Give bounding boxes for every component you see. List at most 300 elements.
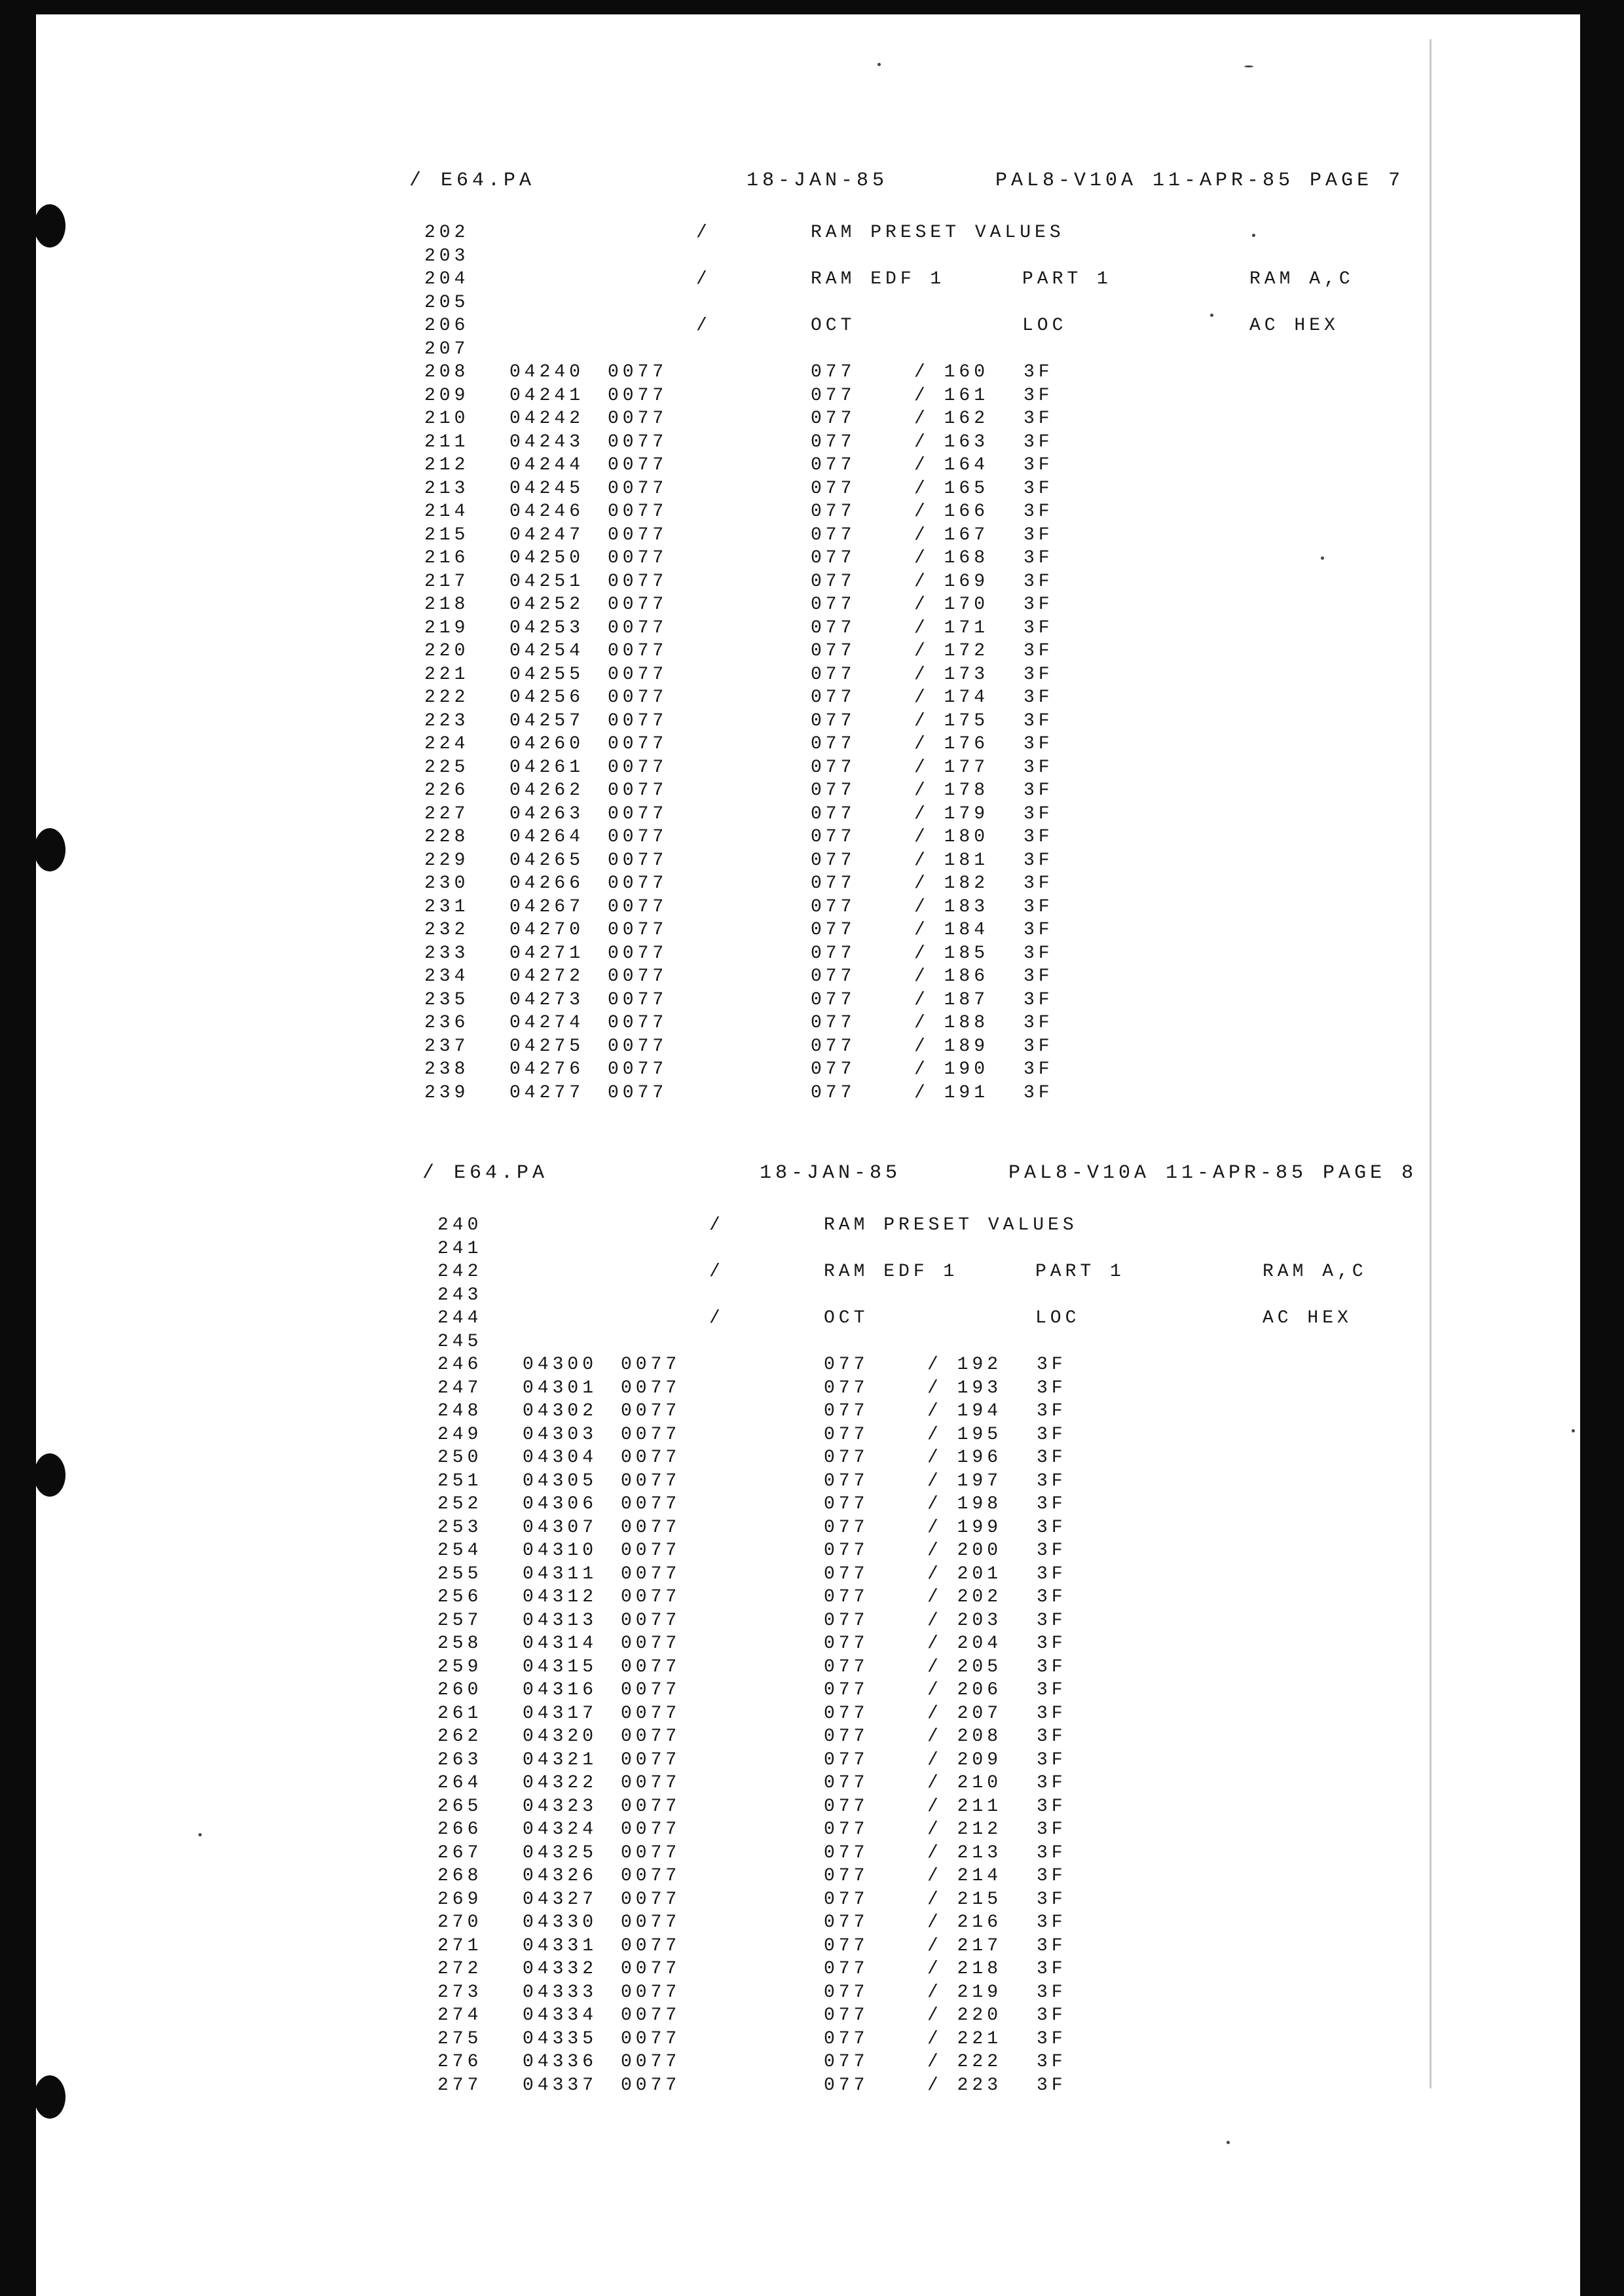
hex-value: 3F (1037, 1494, 1067, 1514)
address: 04274 (509, 1013, 585, 1033)
address: 04257 (509, 710, 585, 731)
hex-value: 3F (1024, 431, 1054, 452)
oct-value: 077 (811, 757, 856, 778)
table-row (437, 1702, 1158, 1726)
word-value: 0077 (621, 1866, 681, 1886)
address: 04263 (509, 803, 585, 824)
loc-value: / 203 (927, 1610, 1003, 1631)
oct-value: 077 (811, 641, 856, 661)
loc-value: / 182 (914, 873, 989, 894)
word-value: 0077 (608, 966, 668, 987)
line-number: 251 (437, 1470, 483, 1491)
comment-text-3: AC HEX (1249, 316, 1339, 336)
address: 04336 (523, 2052, 598, 2072)
line-number: 226 (424, 780, 470, 801)
address: 04335 (523, 2028, 598, 2049)
oct-value: 077 (824, 1749, 869, 1770)
oct-value: 077 (811, 803, 856, 824)
line-number: 235 (424, 989, 470, 1010)
hex-value: 3F (1024, 873, 1054, 894)
table-row (424, 431, 1145, 454)
address: 04315 (523, 1656, 598, 1677)
oct-value: 077 (811, 571, 856, 592)
address: 04300 (523, 1355, 598, 1375)
word-value: 0077 (621, 2052, 681, 2072)
punch-hole (34, 1453, 65, 1497)
line-number: 225 (424, 757, 470, 778)
loc-value: / 169 (914, 571, 989, 592)
word-value: 0077 (608, 734, 668, 754)
line-number: 273 (437, 1982, 483, 2003)
line-number: 224 (424, 734, 470, 754)
address: 04312 (523, 1587, 598, 1607)
line-number: 275 (437, 2028, 483, 2049)
comment-line (437, 1260, 1420, 1284)
hex-value: 3F (1037, 1819, 1067, 1840)
table-row (437, 1377, 1158, 1400)
comment-line (437, 1237, 1420, 1261)
oct-value: 077 (811, 966, 856, 987)
line-number: 239 (424, 1082, 470, 1103)
address: 04333 (523, 1982, 598, 2003)
oct-value: 077 (811, 827, 856, 847)
oct-value: 077 (811, 431, 856, 452)
word-value: 0077 (608, 478, 668, 499)
address: 04271 (509, 943, 585, 964)
comment-text-3: RAM A,C (1263, 1262, 1367, 1282)
line-number: 207 (424, 338, 470, 359)
comment-slash: / (709, 1262, 724, 1282)
table-row (424, 477, 1145, 501)
word-value: 0077 (621, 1935, 681, 1956)
table-row (424, 1035, 1145, 1059)
address: 04320 (523, 1726, 598, 1747)
loc-value: / 170 (914, 594, 989, 615)
address: 04241 (509, 385, 585, 406)
comment-line (437, 1307, 1420, 1330)
hex-value: 3F (1024, 455, 1054, 475)
table-row (437, 1656, 1158, 1679)
word-value: 0077 (621, 1610, 681, 1631)
comment-line (424, 268, 1407, 291)
line-number: 215 (424, 524, 470, 545)
loc-value: / 198 (927, 1494, 1003, 1514)
line-number: 276 (437, 2052, 483, 2072)
hex-value: 3F (1037, 1656, 1067, 1677)
word-value: 0077 (608, 1036, 668, 1057)
line-number: 252 (437, 1494, 483, 1514)
address: 04256 (509, 687, 585, 708)
hex-value: 3F (1037, 1470, 1067, 1491)
hex-value: 3F (1024, 641, 1054, 661)
oct-value: 077 (824, 1470, 869, 1491)
address: 04250 (509, 548, 585, 568)
oct-value: 077 (824, 1842, 869, 1863)
oct-value: 077 (824, 1448, 869, 1468)
comment-text-3: RAM A,C (1249, 269, 1354, 289)
line-number: 212 (424, 455, 470, 475)
oct-value: 077 (824, 1935, 869, 1956)
oct-value: 077 (824, 2005, 869, 2026)
loc-value: / 191 (914, 1082, 989, 1103)
address: 04245 (509, 478, 585, 499)
address: 04252 (509, 594, 585, 615)
oct-value: 077 (824, 1610, 869, 1631)
loc-value: / 172 (914, 641, 989, 661)
table-row (424, 524, 1145, 547)
table-row (424, 756, 1145, 780)
address: 04310 (523, 1540, 598, 1561)
table-row (437, 1353, 1158, 1377)
loc-value: / 196 (927, 1448, 1003, 1468)
word-value: 0077 (608, 803, 668, 824)
hex-value: 3F (1037, 1448, 1067, 1468)
hex-value: 3F (1037, 1982, 1067, 2003)
word-value: 0077 (608, 455, 668, 475)
line-number: 260 (437, 1680, 483, 1700)
address: 04253 (509, 617, 585, 638)
table-row (437, 1586, 1158, 1609)
hex-value: 3F (1024, 687, 1054, 708)
loc-value: / 177 (914, 757, 989, 778)
loc-value: / 178 (914, 780, 989, 801)
word-value: 0077 (621, 1377, 681, 1398)
loc-value: / 185 (914, 943, 989, 964)
loc-value: / 173 (914, 664, 989, 685)
hex-value: 3F (1037, 1726, 1067, 1747)
line-number: 254 (437, 1540, 483, 1561)
table-row (437, 1958, 1158, 1981)
loc-value: / 206 (927, 1680, 1003, 1700)
hex-value: 3F (1024, 362, 1054, 382)
table-row (437, 1888, 1158, 1912)
line-number: 242 (437, 1262, 483, 1282)
loc-value: / 184 (914, 920, 989, 940)
punch-hole (34, 2075, 65, 2119)
line-number: 262 (437, 1726, 483, 1747)
oct-value: 077 (824, 2075, 869, 2096)
hex-value: 3F (1024, 780, 1054, 801)
oct-value: 077 (811, 873, 856, 894)
oct-value: 077 (811, 896, 856, 917)
word-value: 0077 (608, 594, 668, 615)
scan-speck (198, 1833, 202, 1836)
word-value: 0077 (608, 850, 668, 871)
line-number: 277 (437, 2075, 483, 2096)
word-value: 0077 (621, 1470, 681, 1491)
hex-value: 3F (1037, 1587, 1067, 1607)
oct-value: 077 (811, 780, 856, 801)
oct-value: 077 (811, 710, 856, 731)
loc-value: / 207 (927, 1703, 1003, 1724)
line-number: 232 (424, 920, 470, 940)
table-row (424, 942, 1145, 966)
loc-value: / 215 (927, 1889, 1003, 1910)
address: 04334 (523, 2005, 598, 2026)
word-value: 0077 (621, 1401, 681, 1421)
address: 04265 (509, 850, 585, 871)
line-number: 261 (437, 1703, 483, 1724)
table-row (437, 1609, 1158, 1633)
line-number: 217 (424, 571, 470, 592)
table-row (424, 849, 1145, 873)
line-number: 265 (437, 1796, 483, 1817)
address: 04301 (523, 1377, 598, 1398)
punch-hole (34, 828, 65, 871)
comment-slash: / (696, 316, 711, 336)
loc-value: / 197 (927, 1470, 1003, 1491)
oct-value: 077 (811, 664, 856, 685)
hex-value: 3F (1037, 1680, 1067, 1700)
oct-value: 077 (811, 943, 856, 964)
comment-line (424, 291, 1407, 315)
table-row (437, 1749, 1158, 1772)
hex-value: 3F (1024, 920, 1054, 940)
loc-value: / 171 (914, 617, 989, 638)
word-value: 0077 (621, 2028, 681, 2049)
hex-value: 3F (1024, 664, 1054, 685)
word-value: 0077 (621, 1494, 681, 1514)
table-row (424, 407, 1145, 431)
word-value: 0077 (608, 409, 668, 429)
loc-value: / 214 (927, 1866, 1003, 1886)
line-number: 202 (424, 223, 470, 243)
table-row (437, 1865, 1158, 1888)
hex-value: 3F (1037, 1773, 1067, 1793)
address: 04305 (523, 1470, 598, 1491)
loc-value: / 183 (914, 896, 989, 917)
table-row (424, 686, 1145, 710)
loc-value: / 181 (914, 850, 989, 871)
loc-value: / 166 (914, 501, 989, 522)
address: 04317 (523, 1703, 598, 1724)
hex-value: 3F (1037, 1889, 1067, 1910)
table-row (424, 803, 1145, 826)
address: 04267 (509, 896, 585, 917)
line-number: 245 (437, 1331, 483, 1352)
word-value: 0077 (608, 687, 668, 708)
line-number: 272 (437, 1959, 483, 1979)
hex-value: 3F (1024, 478, 1054, 499)
oct-value: 077 (811, 734, 856, 754)
line-number: 203 (424, 246, 470, 266)
comment-line (437, 1284, 1420, 1307)
line-number: 218 (424, 594, 470, 615)
loc-value: / 163 (914, 431, 989, 452)
page-header (422, 1161, 1418, 1185)
oct-value: 077 (824, 1587, 869, 1607)
page-header (409, 169, 1405, 192)
word-value: 0077 (621, 1726, 681, 1747)
address: 04264 (509, 827, 585, 847)
hex-value: 3F (1037, 2075, 1067, 2096)
table-row (424, 617, 1145, 640)
hex-value: 3F (1024, 989, 1054, 1010)
line-number: 255 (437, 1563, 483, 1584)
address: 04272 (509, 966, 585, 987)
comment-text-3: AC HEX (1263, 1308, 1352, 1328)
address: 04243 (509, 431, 585, 452)
hex-value: 3F (1024, 617, 1054, 638)
address: 04332 (523, 1959, 598, 1979)
loc-value: / 168 (914, 548, 989, 568)
comment-slash: / (696, 223, 711, 243)
listing-rows (437, 1353, 1158, 2097)
hex-value: 3F (1037, 1796, 1067, 1817)
word-value: 0077 (621, 1587, 681, 1607)
table-row (437, 2028, 1158, 2051)
header-assembler: PAL8-V10A 11-APR-85 PAGE 8 (1008, 1162, 1418, 1184)
table-row (424, 640, 1145, 663)
address: 04337 (523, 2075, 598, 2096)
line-number: 247 (437, 1377, 483, 1398)
comment-text: RAM EDF 1 (824, 1262, 959, 1282)
loc-value: / 164 (914, 455, 989, 475)
oct-value: 077 (824, 2028, 869, 2049)
hex-value: 3F (1037, 1703, 1067, 1724)
table-row (437, 1772, 1158, 1795)
line-number: 267 (437, 1842, 483, 1863)
oct-value: 077 (824, 1424, 869, 1445)
table-row (424, 500, 1145, 524)
word-value: 0077 (608, 571, 668, 592)
table-row (424, 1082, 1145, 1105)
comment-text: RAM PRESET VALUES (824, 1215, 1078, 1235)
line-number: 230 (424, 873, 470, 894)
line-number: 250 (437, 1448, 483, 1468)
table-row (437, 1725, 1158, 1749)
word-value: 0077 (608, 664, 668, 685)
loc-value: / 179 (914, 803, 989, 824)
oct-value: 077 (811, 501, 856, 522)
oct-value: 077 (824, 2052, 869, 2072)
line-number: 243 (437, 1285, 483, 1305)
hex-value: 3F (1037, 1935, 1067, 1956)
line-number: 240 (437, 1215, 483, 1235)
hex-value: 3F (1037, 1610, 1067, 1631)
table-row (424, 733, 1145, 756)
oct-value: 077 (824, 1680, 869, 1700)
hex-value: 3F (1024, 850, 1054, 871)
comment-text-2: LOC (1022, 316, 1067, 336)
loc-value: / 194 (927, 1401, 1003, 1421)
table-row (424, 872, 1145, 896)
comment-line (424, 338, 1407, 361)
word-value: 0077 (621, 1749, 681, 1770)
line-number: 219 (424, 617, 470, 638)
address: 04275 (509, 1036, 585, 1057)
loc-value: / 219 (927, 1982, 1003, 2003)
table-row (424, 710, 1145, 733)
hex-value: 3F (1024, 1082, 1054, 1103)
line-number: 253 (437, 1517, 483, 1538)
address: 04260 (509, 734, 585, 754)
word-value: 0077 (608, 757, 668, 778)
table-row (437, 2074, 1158, 2098)
word-value: 0077 (608, 617, 668, 638)
table-row (437, 1516, 1158, 1540)
table-row (437, 1935, 1158, 1958)
header-date: 18-JAN-85 (760, 1162, 902, 1184)
scan-speck (877, 63, 881, 66)
word-value: 0077 (608, 641, 668, 661)
loc-value: / 216 (927, 1912, 1003, 1933)
hex-value: 3F (1037, 1517, 1067, 1538)
line-number: 211 (424, 431, 470, 452)
hex-value: 3F (1037, 1563, 1067, 1584)
loc-value: / 199 (927, 1517, 1003, 1538)
address: 04251 (509, 571, 585, 592)
oct-value: 077 (811, 524, 856, 545)
address: 04330 (523, 1912, 598, 1933)
line-number: 244 (437, 1308, 483, 1328)
word-value: 0077 (621, 1355, 681, 1375)
oct-value: 077 (824, 1982, 869, 2003)
hex-value: 3F (1024, 594, 1054, 615)
loc-value: / 218 (927, 1959, 1003, 1979)
address: 04321 (523, 1749, 598, 1770)
table-row (424, 663, 1145, 687)
word-value: 0077 (621, 1424, 681, 1445)
hex-value: 3F (1024, 710, 1054, 731)
line-number: 222 (424, 687, 470, 708)
table-row (424, 547, 1145, 570)
oct-value: 077 (811, 385, 856, 406)
loc-value: / 211 (927, 1796, 1003, 1817)
line-number: 233 (424, 943, 470, 964)
scan-speck (1244, 65, 1253, 67)
word-value: 0077 (621, 1517, 681, 1538)
hex-value: 3F (1037, 1842, 1067, 1863)
loc-value: / 223 (927, 2075, 1003, 2096)
loc-value: / 212 (927, 1819, 1003, 1840)
line-number: 257 (437, 1610, 483, 1631)
word-value: 0077 (608, 524, 668, 545)
address: 04277 (509, 1082, 585, 1103)
word-value: 0077 (621, 2005, 681, 2026)
loc-value: / 220 (927, 2005, 1003, 2026)
oct-value: 077 (824, 1819, 869, 1840)
table-row (437, 1400, 1158, 1423)
line-number: 227 (424, 803, 470, 824)
loc-value: / 188 (914, 1013, 989, 1033)
loc-value: / 165 (914, 478, 989, 499)
margin-rule (1430, 39, 1431, 2088)
comment-slash: / (709, 1215, 724, 1235)
line-number: 208 (424, 362, 470, 382)
hex-value: 3F (1024, 1013, 1054, 1033)
table-row (424, 454, 1145, 477)
address: 04316 (523, 1680, 598, 1700)
table-row (437, 1632, 1158, 1656)
line-number: 237 (424, 1036, 470, 1057)
table-row (437, 2004, 1158, 2028)
header-file: / E64.PA (409, 170, 536, 192)
table-row (437, 1981, 1158, 2005)
address: 04270 (509, 920, 585, 940)
line-number: 259 (437, 1656, 483, 1677)
word-value: 0077 (608, 710, 668, 731)
address: 04240 (509, 362, 585, 382)
address: 04276 (509, 1059, 585, 1080)
address: 04306 (523, 1494, 598, 1514)
oct-value: 077 (824, 1633, 869, 1654)
line-number: 213 (424, 478, 470, 499)
word-value: 0077 (621, 1842, 681, 1863)
hex-value: 3F (1024, 966, 1054, 987)
address: 04254 (509, 641, 585, 661)
comment-text-2: PART 1 (1035, 1262, 1125, 1282)
